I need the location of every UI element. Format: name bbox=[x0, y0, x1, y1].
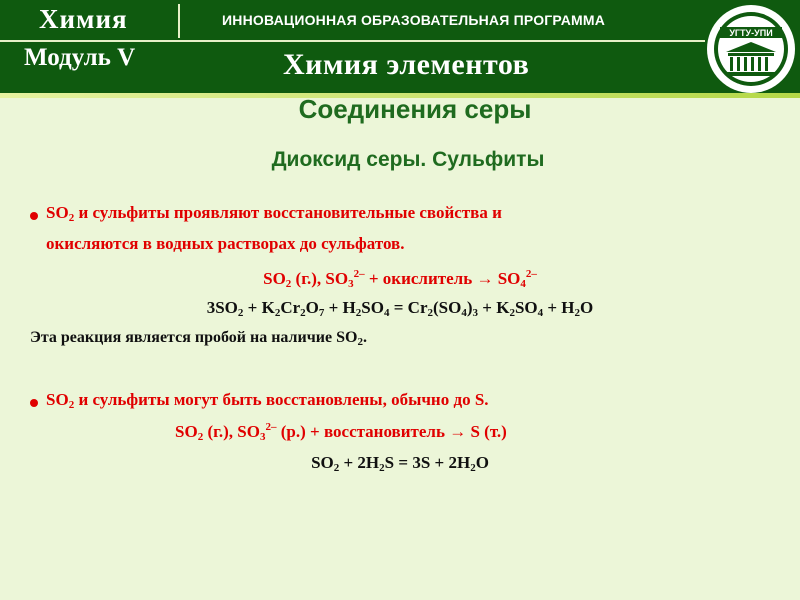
subject-label: Химия bbox=[39, 4, 128, 34]
bullet1-line2: окисляются в водных растворах до сульфатов. bbox=[46, 234, 405, 253]
equation-4: $SO_2 + 2H_2S = 3S + 2H_2O$ bbox=[311, 453, 489, 474]
bullet-dot bbox=[30, 212, 38, 220]
module-label: Модуль V bbox=[24, 44, 136, 71]
program-label: ИННОВАЦИОННАЯ ОБРАЗОВАТЕЛЬНАЯ ПРОГРАММА bbox=[222, 12, 606, 28]
university-logo-icon bbox=[706, 4, 796, 94]
header-vertical-divider bbox=[178, 4, 180, 38]
header-divider bbox=[0, 40, 705, 42]
reaction-note: Эта реакция является пробой на наличие $SO_2$. bbox=[30, 329, 367, 348]
equation-2: $3SO_2 + K_2Cr_2O_7 + H_2SO_4 = Cr_2(SO_4)_3 + K_2SO_4 + H_2O$ bbox=[206, 298, 594, 319]
logo-text: УГТУ-УПИ bbox=[729, 28, 773, 38]
bullet-dot bbox=[30, 399, 38, 407]
course-title: Химия элементов bbox=[283, 48, 530, 81]
equation-3: $SO_2$ (г.), $SO_3^{2-}$ (р.) + восстановитель → S (т.) bbox=[175, 421, 507, 443]
slide-title: Соединения серы bbox=[298, 94, 532, 124]
bullet2-line: $SO_2$ и сульфиты могут быть восстановлены, обычно до S. bbox=[46, 390, 489, 411]
bullet1-line1: $SO_2$ и сульфиты проявляют восстановительные свойства и bbox=[46, 203, 502, 224]
slide-subtitle: Диоксид серы. Сульфиты bbox=[271, 148, 545, 171]
equation-1: $SO_2$ (г.), $SO_3^{2-}$ + окислитель → $SO_4^{2-}$ bbox=[263, 268, 537, 290]
